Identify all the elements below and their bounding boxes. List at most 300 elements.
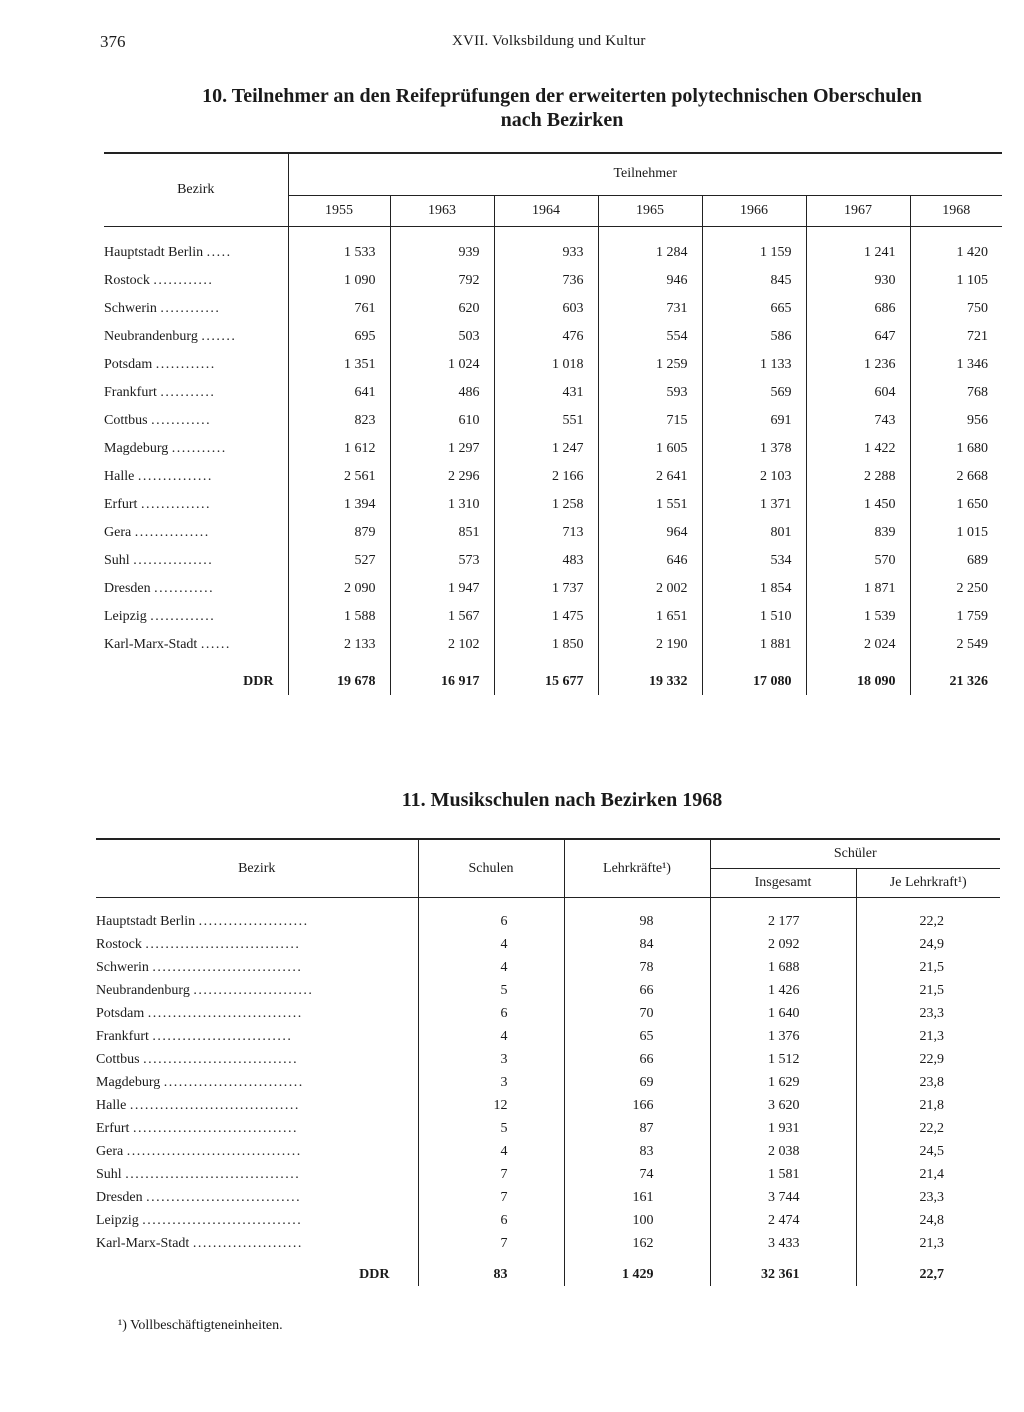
value-cell: 1 024 — [390, 351, 494, 379]
bezirk-name: Halle — [104, 469, 135, 484]
table-row — [104, 379, 1002, 407]
value-cell: 603 — [494, 295, 598, 323]
table11-group-header: Schüler — [710, 839, 1000, 869]
leader-dots: ...................... — [198, 913, 309, 929]
table-row — [96, 1140, 1000, 1163]
total-value-cell: 83 — [418, 1255, 564, 1286]
value-cell: 534 — [702, 547, 806, 575]
value-cell: 1 539 — [806, 603, 910, 631]
value-cell: 1 259 — [598, 351, 702, 379]
value-cell: 4 — [418, 933, 564, 956]
value-cell: 641 — [288, 379, 390, 407]
value-cell: 486 — [390, 379, 494, 407]
table10 — [104, 152, 1002, 695]
value-cell: 2 024 — [806, 631, 910, 659]
value-cell: 1 090 — [288, 267, 390, 295]
row-label — [96, 1094, 418, 1117]
bezirk-name: Frankfurt — [104, 385, 157, 400]
table-row — [104, 351, 1002, 379]
value-cell: 570 — [806, 547, 910, 575]
value-cell: 823 — [288, 407, 390, 435]
value-cell: 6 — [418, 1002, 564, 1025]
table10-group-header: Teilnehmer — [288, 153, 1002, 195]
page-number: 376 — [100, 32, 126, 51]
value-cell: 3 744 — [710, 1186, 856, 1209]
value-cell: 551 — [494, 407, 598, 435]
value-cell: 2 102 — [390, 631, 494, 659]
value-cell: 2 474 — [710, 1209, 856, 1232]
row-label — [96, 979, 418, 1002]
leader-dots: ................................... — [126, 1143, 302, 1159]
leader-dots: .............................. — [152, 959, 303, 975]
table10-title — [100, 84, 1024, 132]
bezirk-name: Karl-Marx-Stadt — [96, 1235, 190, 1251]
value-cell: 647 — [806, 323, 910, 351]
table-row — [104, 323, 1002, 351]
table10-title-line1: 10. Teilnehmer an den Reifeprüfungen der erweiterten polytechnischen Oberschulen — [202, 85, 922, 107]
total-value-cell: 1 429 — [564, 1255, 710, 1286]
value-cell: 166 — [564, 1094, 710, 1117]
value-cell: 569 — [702, 379, 806, 407]
leader-dots: ...................... — [192, 1235, 303, 1251]
value-cell: 1 450 — [806, 491, 910, 519]
leader-dots: ........... — [160, 385, 216, 400]
leader-dots: ............... — [134, 525, 210, 540]
value-cell: 527 — [288, 547, 390, 575]
value-cell: 1 629 — [710, 1071, 856, 1094]
table-row — [104, 575, 1002, 603]
value-cell: 5 — [418, 1117, 564, 1140]
value-cell: 554 — [598, 323, 702, 351]
leader-dots: ............................ — [152, 1028, 293, 1044]
table10-title-line2: nach Bezirken — [500, 109, 624, 131]
table-row — [96, 1117, 1000, 1140]
value-cell: 21,3 — [919, 1028, 944, 1044]
leader-dots: ........... — [171, 441, 227, 456]
table-row — [96, 1025, 1000, 1048]
row-label — [96, 1232, 418, 1255]
value-cell: 87 — [564, 1117, 710, 1140]
table10-stub-header: Bezirk — [104, 153, 288, 227]
total-value-cell: 22,7 — [919, 1266, 944, 1282]
value-cell: 1 420 — [956, 245, 988, 260]
year-header: 1965 — [598, 195, 702, 226]
value-cell: 2 002 — [598, 575, 702, 603]
value-cell: 6 — [418, 898, 564, 934]
value-cell: 7 — [418, 1186, 564, 1209]
bezirk-name: Frankfurt — [96, 1028, 149, 1044]
value-cell: 3 620 — [710, 1094, 856, 1117]
value-cell: 1 015 — [956, 525, 988, 540]
leader-dots: ............ — [160, 301, 221, 316]
row-label — [104, 407, 288, 435]
value-cell: 604 — [806, 379, 910, 407]
leader-dots: ........................ — [193, 982, 314, 998]
bezirk-name: Rostock — [96, 936, 142, 952]
value-cell: 665 — [702, 295, 806, 323]
value-cell: 2 177 — [710, 898, 856, 934]
leader-dots: ................................. — [132, 1120, 298, 1136]
table-row — [104, 435, 1002, 463]
row-label — [104, 659, 288, 695]
value-cell: 1 759 — [956, 609, 988, 624]
bezirk-name: Magdeburg — [104, 441, 169, 456]
row-label — [96, 1002, 418, 1025]
bezirk-name: Neubrandenburg — [104, 329, 198, 344]
total-row — [104, 659, 1002, 695]
total-row — [96, 1255, 1000, 1286]
value-cell: 731 — [598, 295, 702, 323]
value-cell: 1 651 — [598, 603, 702, 631]
value-cell: 2 641 — [598, 463, 702, 491]
bezirk-name: DDR — [243, 674, 274, 689]
row-label — [96, 1140, 418, 1163]
leader-dots: ..... — [206, 245, 232, 260]
total-value-cell: 19 678 — [288, 659, 390, 695]
leader-dots: ................................... — [125, 1166, 301, 1182]
value-cell: 21,4 — [919, 1166, 944, 1182]
row-label — [96, 1209, 418, 1232]
value-cell: 620 — [390, 295, 494, 323]
value-cell: 74 — [564, 1163, 710, 1186]
leader-dots: ................................ — [142, 1212, 303, 1228]
total-value-cell: 15 677 — [494, 659, 598, 695]
value-cell: 2 133 — [288, 631, 390, 659]
table-row — [96, 1209, 1000, 1232]
value-cell: 7 — [418, 1163, 564, 1186]
value-cell: 946 — [598, 267, 702, 295]
total-value-cell: 17 080 — [702, 659, 806, 695]
value-cell: 750 — [967, 301, 988, 316]
value-cell: 2 250 — [956, 581, 988, 596]
value-cell: 1 159 — [702, 227, 806, 268]
value-cell: 4 — [418, 1025, 564, 1048]
value-cell: 6 — [418, 1209, 564, 1232]
value-cell: 2 190 — [598, 631, 702, 659]
row-label — [96, 1071, 418, 1094]
total-value-cell: 16 917 — [390, 659, 494, 695]
value-cell: 1 236 — [806, 351, 910, 379]
value-cell: 3 — [418, 1048, 564, 1071]
value-cell: 3 — [418, 1071, 564, 1094]
value-cell: 1 512 — [710, 1048, 856, 1071]
leader-dots: ............................ — [163, 1074, 304, 1090]
value-cell: 21,8 — [919, 1097, 944, 1113]
table-row — [104, 227, 1002, 268]
value-cell: 1 737 — [494, 575, 598, 603]
table-row — [104, 603, 1002, 631]
value-cell: 1 310 — [390, 491, 494, 519]
total-value-cell: 19 332 — [598, 659, 702, 695]
bezirk-name: Potsdam — [104, 357, 153, 372]
bezirk-name: Neubrandenburg — [96, 982, 190, 998]
leader-dots: ............ — [154, 581, 215, 596]
bezirk-name: Erfurt — [96, 1120, 130, 1136]
row-label — [104, 519, 288, 547]
year-header: 1955 — [288, 195, 390, 226]
leader-dots: ............................... — [146, 1189, 302, 1205]
row-label — [104, 323, 288, 351]
value-cell: 431 — [494, 379, 598, 407]
bezirk-name: Halle — [96, 1097, 127, 1113]
value-cell: 23,3 — [919, 1189, 944, 1205]
value-cell: 743 — [806, 407, 910, 435]
leader-dots: .............. — [140, 497, 211, 512]
leader-dots: ....... — [201, 329, 237, 344]
value-cell: 1 475 — [494, 603, 598, 631]
value-cell: 78 — [564, 956, 710, 979]
value-cell: 1 105 — [956, 273, 988, 288]
value-cell: 22,2 — [919, 1120, 944, 1136]
value-cell: 1 605 — [598, 435, 702, 463]
row-label — [96, 1163, 418, 1186]
value-cell: 66 — [564, 1048, 710, 1071]
table-row — [96, 956, 1000, 979]
table-row — [96, 979, 1000, 1002]
value-cell: 1 567 — [390, 603, 494, 631]
bezirk-name: Karl-Marx-Stadt — [104, 637, 198, 652]
value-cell: 24,9 — [919, 936, 944, 952]
bezirk-name: Dresden — [96, 1189, 143, 1205]
value-cell: 713 — [494, 519, 598, 547]
value-cell: 1 241 — [806, 227, 910, 268]
leader-dots: ............... — [137, 469, 213, 484]
value-cell: 801 — [702, 519, 806, 547]
table-row — [96, 1186, 1000, 1209]
year-header: 1967 — [806, 195, 910, 226]
row-label — [104, 351, 288, 379]
value-cell: 2 038 — [710, 1140, 856, 1163]
row-label — [104, 295, 288, 323]
table-row — [96, 1094, 1000, 1117]
row-label — [104, 491, 288, 519]
value-cell: 5 — [418, 979, 564, 1002]
value-cell: 768 — [967, 385, 988, 400]
value-cell: 483 — [494, 547, 598, 575]
value-cell: 695 — [288, 323, 390, 351]
row-label — [96, 1186, 418, 1209]
row-label — [104, 603, 288, 631]
row-label — [104, 575, 288, 603]
value-cell: 21,5 — [919, 959, 944, 975]
leader-dots: ............................... — [143, 1051, 299, 1067]
value-cell: 1 284 — [598, 227, 702, 268]
table-row — [96, 933, 1000, 956]
bezirk-name: Hauptstadt Berlin — [104, 245, 204, 260]
table11-stub-header: Bezirk — [96, 839, 418, 898]
table11-insgesamt-header: Insgesamt — [710, 869, 856, 898]
bezirk-name: Schwerin — [104, 301, 157, 316]
bezirk-name: Erfurt — [104, 497, 138, 512]
value-cell: 736 — [494, 267, 598, 295]
row-label — [96, 933, 418, 956]
value-cell: 1 588 — [288, 603, 390, 631]
value-cell: 1 688 — [710, 956, 856, 979]
bezirk-name: Cottbus — [96, 1051, 140, 1067]
value-cell: 7 — [418, 1232, 564, 1255]
table11-je-lehrkraft-header: Je Lehrkraft¹) — [856, 869, 1000, 898]
leader-dots: ............ — [155, 357, 216, 372]
value-cell: 1 612 — [288, 435, 390, 463]
table-row — [96, 1071, 1000, 1094]
value-cell: 84 — [564, 933, 710, 956]
table-row — [104, 463, 1002, 491]
bezirk-name: Suhl — [104, 553, 130, 568]
year-header: 1964 — [494, 195, 598, 226]
value-cell: 2 092 — [710, 933, 856, 956]
leader-dots: ............. — [150, 609, 216, 624]
bezirk-name: Leipzig — [96, 1212, 139, 1228]
table-row — [104, 407, 1002, 435]
value-cell: 933 — [494, 227, 598, 268]
value-cell: 1 551 — [598, 491, 702, 519]
value-cell: 1 378 — [702, 435, 806, 463]
value-cell: 1 931 — [710, 1117, 856, 1140]
row-label — [96, 956, 418, 979]
leader-dots: ............................... — [145, 936, 301, 952]
value-cell: 964 — [598, 519, 702, 547]
row-label — [96, 1255, 418, 1286]
value-cell: 686 — [806, 295, 910, 323]
row-label — [104, 227, 288, 268]
value-cell: 1 854 — [702, 575, 806, 603]
value-cell: 1 351 — [288, 351, 390, 379]
table-row — [96, 1163, 1000, 1186]
value-cell: 1 581 — [710, 1163, 856, 1186]
leader-dots: ............ — [151, 413, 212, 428]
table-row — [104, 631, 1002, 659]
value-cell: 689 — [967, 553, 988, 568]
value-cell: 69 — [564, 1071, 710, 1094]
row-label — [104, 547, 288, 575]
value-cell: 503 — [390, 323, 494, 351]
value-cell: 1 422 — [806, 435, 910, 463]
table11-title: 11. Musikschulen nach Bezirken 1968 — [401, 789, 723, 811]
value-cell: 1 297 — [390, 435, 494, 463]
year-header: 1968 — [910, 195, 1002, 226]
value-cell: 1 947 — [390, 575, 494, 603]
value-cell: 1 247 — [494, 435, 598, 463]
value-cell: 2 549 — [956, 637, 988, 652]
row-label — [96, 898, 418, 934]
table-row — [104, 519, 1002, 547]
bezirk-name: Gera — [96, 1143, 124, 1159]
value-cell: 23,8 — [919, 1074, 944, 1090]
value-cell: 792 — [390, 267, 494, 295]
value-cell: 879 — [288, 519, 390, 547]
value-cell: 939 — [390, 227, 494, 268]
value-cell: 593 — [598, 379, 702, 407]
year-header: 1966 — [702, 195, 806, 226]
value-cell: 956 — [967, 413, 988, 428]
bezirk-name: Rostock — [104, 273, 150, 288]
row-label — [104, 267, 288, 295]
row-label — [96, 1117, 418, 1140]
bezirk-name: Dresden — [104, 581, 151, 596]
total-value-cell: 32 361 — [710, 1255, 856, 1286]
value-cell: 4 — [418, 1140, 564, 1163]
value-cell: 1 510 — [702, 603, 806, 631]
value-cell: 1 650 — [956, 497, 988, 512]
leader-dots: ................ — [133, 553, 214, 568]
bezirk-name: DDR — [359, 1266, 390, 1282]
value-cell: 476 — [494, 323, 598, 351]
value-cell: 1 133 — [702, 351, 806, 379]
row-label — [104, 463, 288, 491]
total-value-cell: 18 090 — [806, 659, 910, 695]
table11-lehrkraefte-header: Lehrkräfte¹) — [564, 839, 710, 898]
value-cell: 839 — [806, 519, 910, 547]
value-cell: 2 668 — [956, 469, 988, 484]
value-cell: 2 090 — [288, 575, 390, 603]
value-cell: 573 — [390, 547, 494, 575]
value-cell: 162 — [564, 1232, 710, 1255]
value-cell: 2 561 — [288, 463, 390, 491]
leader-dots: .................................. — [129, 1097, 300, 1113]
value-cell: 4 — [418, 956, 564, 979]
year-header: 1963 — [390, 195, 494, 226]
row-label — [104, 379, 288, 407]
value-cell: 851 — [390, 519, 494, 547]
value-cell: 2 103 — [702, 463, 806, 491]
table-row — [104, 295, 1002, 323]
table11-schulen-header: Schulen — [418, 839, 564, 898]
value-cell: 100 — [564, 1209, 710, 1232]
value-cell: 1 376 — [710, 1025, 856, 1048]
bezirk-name: Potsdam — [96, 1005, 145, 1021]
table-row — [104, 547, 1002, 575]
table-row — [104, 267, 1002, 295]
bezirk-name: Suhl — [96, 1166, 122, 1182]
footnote: ¹) Vollbeschäftigteneinheiten. — [118, 1318, 283, 1333]
bezirk-name: Gera — [104, 525, 132, 540]
leader-dots: ...... — [200, 637, 231, 652]
value-cell: 1 680 — [956, 441, 988, 456]
value-cell: 586 — [702, 323, 806, 351]
value-cell: 24,8 — [919, 1212, 944, 1228]
row-label — [104, 435, 288, 463]
table-row — [96, 898, 1000, 934]
value-cell: 1 394 — [288, 491, 390, 519]
value-cell: 1 018 — [494, 351, 598, 379]
value-cell: 930 — [806, 267, 910, 295]
value-cell: 2 288 — [806, 463, 910, 491]
value-cell: 1 881 — [702, 631, 806, 659]
value-cell: 24,5 — [919, 1143, 944, 1159]
value-cell: 83 — [564, 1140, 710, 1163]
value-cell: 66 — [564, 979, 710, 1002]
value-cell: 70 — [564, 1002, 710, 1025]
value-cell: 691 — [702, 407, 806, 435]
value-cell: 2 166 — [494, 463, 598, 491]
bezirk-name: Schwerin — [96, 959, 149, 975]
value-cell: 2 296 — [390, 463, 494, 491]
table-row — [96, 1232, 1000, 1255]
value-cell: 1 871 — [806, 575, 910, 603]
bezirk-name: Magdeburg — [96, 1074, 161, 1090]
value-cell: 721 — [967, 329, 988, 344]
value-cell: 12 — [418, 1094, 564, 1117]
leader-dots: ............................... — [147, 1005, 303, 1021]
value-cell: 22,2 — [919, 913, 944, 929]
table-row — [104, 491, 1002, 519]
table-row — [96, 1002, 1000, 1025]
value-cell: 1 533 — [288, 227, 390, 268]
value-cell: 98 — [564, 898, 710, 934]
table-row — [96, 1048, 1000, 1071]
value-cell: 715 — [598, 407, 702, 435]
bezirk-name: Leipzig — [104, 609, 147, 624]
